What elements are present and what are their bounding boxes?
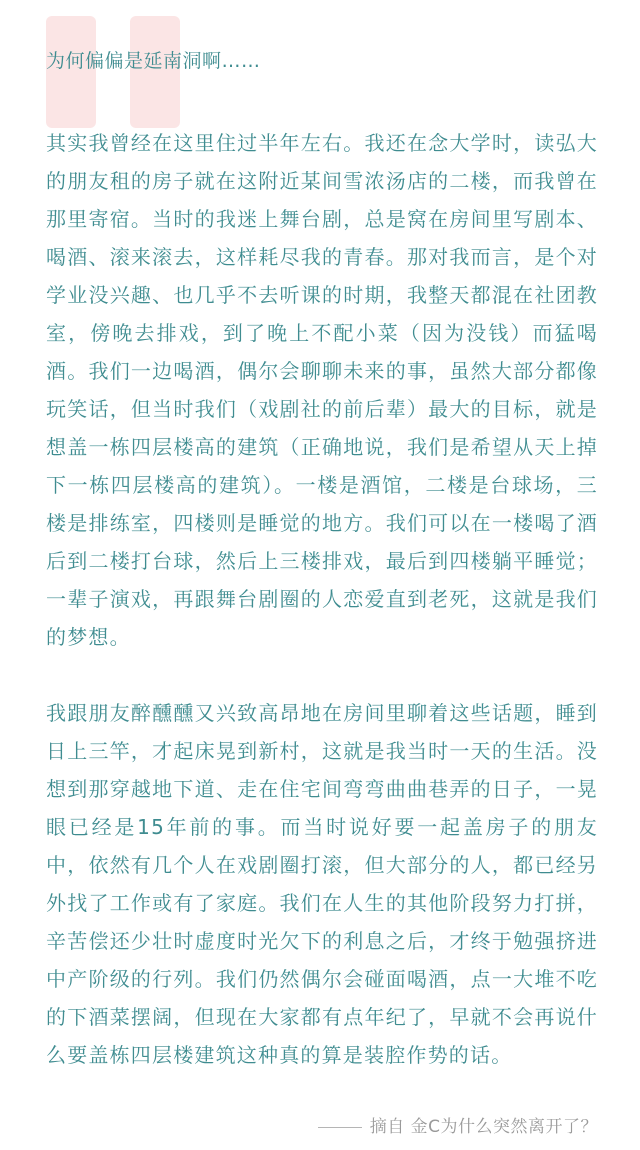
paragraph-1: 其实我曾经在这里住过半年左右。我还在念大学时，读弘大的朋友租的房子就在这附近某间雪浓汤店的二楼，而我曾在那里寄宿。当时的我迷上舞台剧，总是窝在房间里写剧本、喝酒、滚来滚去，这样耗尽我的青春。那对我而言，是个对学业没兴趣、也几乎不去听课的时期，我整天都混在社团教室，傍晚去排戏，到了晚上不配小菜（因为没钱）而猛喝酒。我们一边喝酒，偶尔会聊聊未来的事，虽然大部分都像玩笑话，但当时我们（戏剧社的前后辈）最大的目标，就是想盖一栋四层楼高的建筑（正确地说，我们是希望从天上掉下一栋四层楼高的建筑）。一楼是酒馆，二楼是台球场，三楼是排练室，四楼则是睡觉的地方。我们可以在一楼喝了酒后到二楼打台球，然后上三楼排戏，最后到四楼躺平睡觉；一辈子演戏，再跟舞台剧圈的人恋爱直到老死，这就是我们的梦想。: [46, 131, 598, 649]
source-text: 摘自 金C为什么突然离开了？: [369, 1117, 598, 1137]
article-body: [46, 124, 598, 1112]
source-citation: [318, 1115, 598, 1139]
paragraph-2: 我跟朋友醉醺醺又兴致高昂地在房间里聊着这些话题，睡到日上三竿，才起床晃到新村，这就是我当时一天的生活。没想到那穿越地下道、走在住宅间弯弯曲曲巷弄的日子，一晃眼已经是15年前的事。而当时说好要一起盖房子的朋友中，依然有几个人在戏剧圈打滚，但大部分的人，都已经另外找了工作或有了家庭。我们在人生的其他阶段努力打拼，辛苦偿还少壮时虚度时光欠下的利息之后，才终于勉强挤进中产阶级的行列。我们仍然偶尔会碰面喝酒，点一大堆不吃的下酒菜摆阔，但现在大家都有点年纪了，早就不会再说什么要盖栋四层楼建筑这种真的算是装腔作势的话。: [46, 701, 598, 1067]
citation-dash: [318, 1127, 362, 1128]
article-title: 为何偏偏是延南洞啊……: [46, 50, 261, 72]
